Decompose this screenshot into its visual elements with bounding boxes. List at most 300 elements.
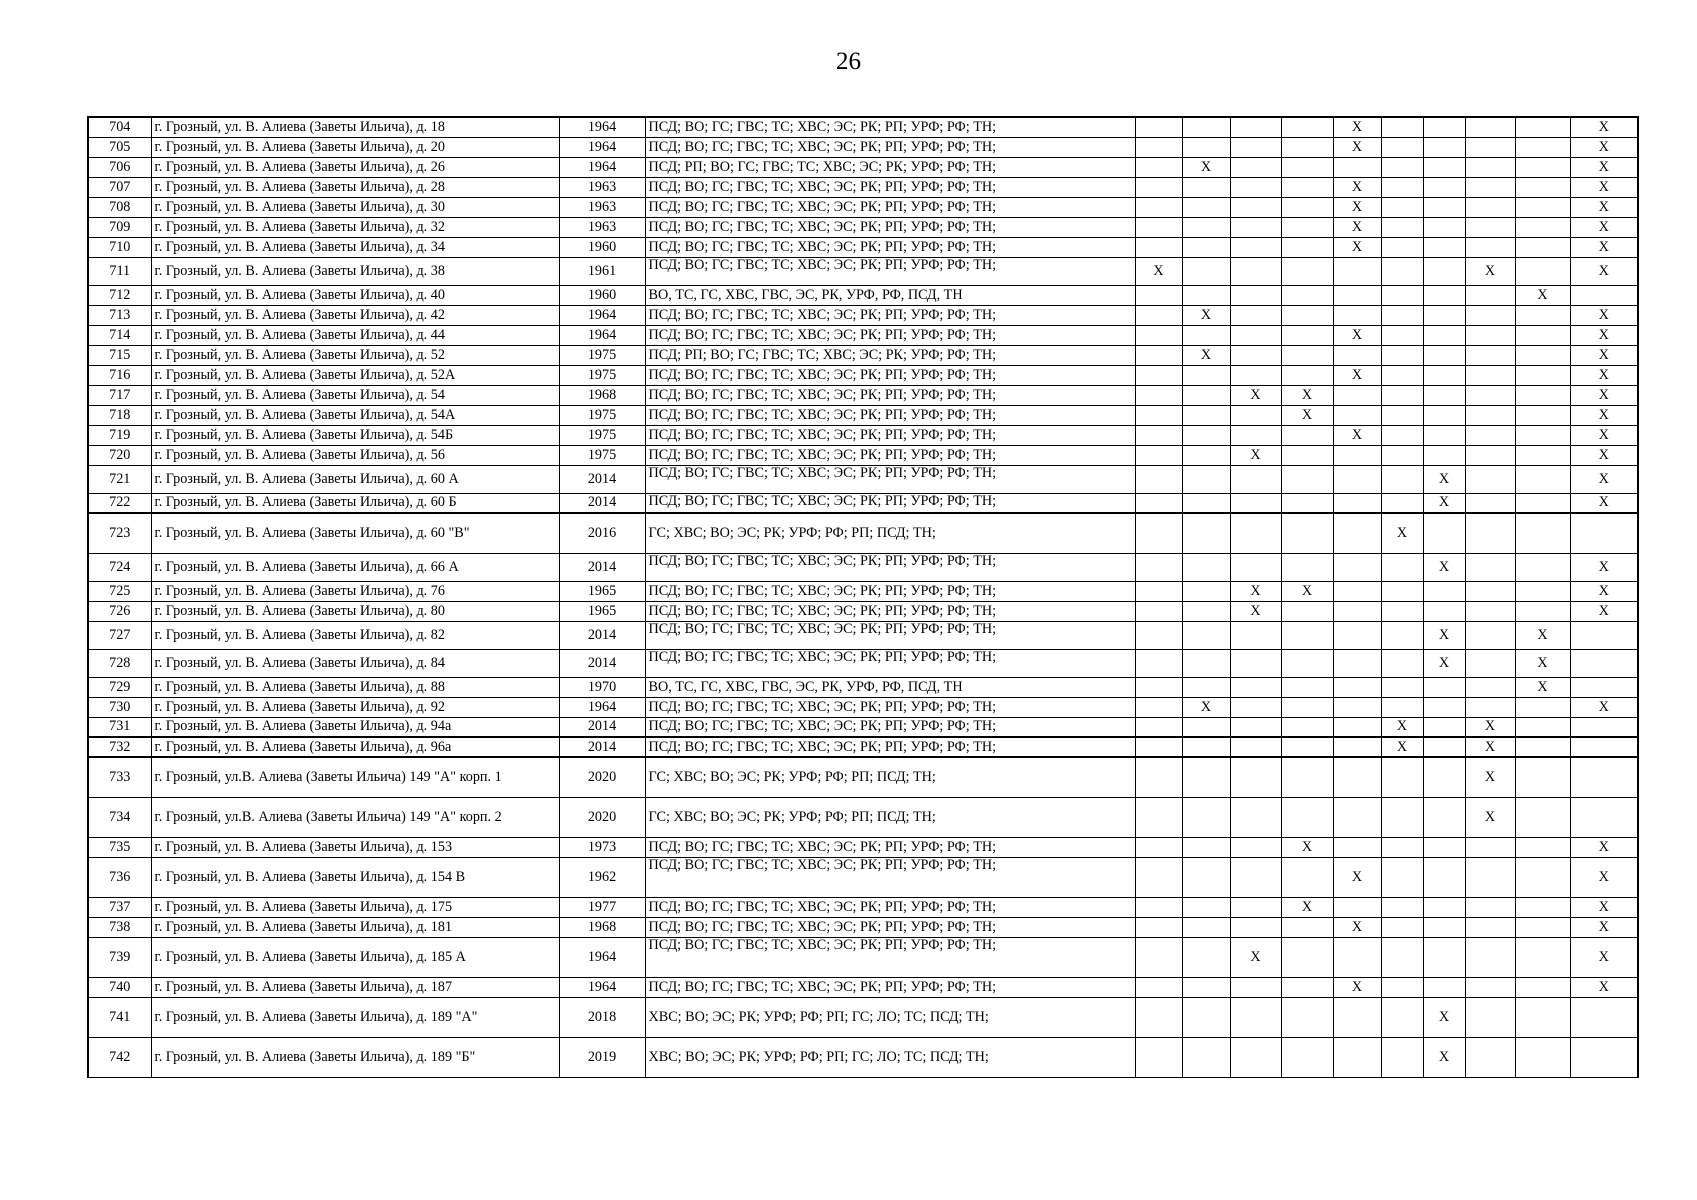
services-cell: ПСД; ВО; ГС; ГВС; ТС; ХВС; ЭС; РК; РП; УРФ; РФ; ТН; <box>645 237 1135 257</box>
mark-cell-7 <box>1423 601 1465 621</box>
mark-cell-10: X <box>1570 237 1638 257</box>
mark-cell-9 <box>1515 305 1570 325</box>
mark-cell-6 <box>1381 621 1423 649</box>
mark-cell-1 <box>1135 757 1182 797</box>
services-cell: ХВС; ВО; ЭС; РК; УРФ; РФ; РП; ГС; ЛО; ТС; ПСД; ТН; <box>645 1037 1135 1077</box>
mark-cell-3 <box>1230 621 1281 649</box>
mark-cell-4 <box>1281 197 1333 217</box>
row-number-cell: 741 <box>88 997 151 1037</box>
mark-cell-4 <box>1281 1037 1333 1077</box>
table-row <box>88 345 1638 365</box>
mark-cell-4 <box>1281 177 1333 197</box>
address-cell: г. Грозный, ул. В. Алиева (Заветы Ильича), д. 187 <box>151 977 559 997</box>
mark-cell-8 <box>1465 997 1515 1037</box>
mark-cell-1 <box>1135 917 1182 937</box>
mark-cell-1 <box>1135 425 1182 445</box>
address-cell: г. Грозный, ул.В. Алиева (Заветы Ильича) 149 "А" корп. 2 <box>151 797 559 837</box>
row-number-cell: 742 <box>88 1037 151 1077</box>
mark-cell-3 <box>1230 697 1281 717</box>
mark-cell-1 <box>1135 325 1182 345</box>
services-cell: ПСД; ВО; ГС; ГВС; ТС; ХВС; ЭС; РК; РП; УРФ; РФ; ТН; <box>645 257 1135 285</box>
services-cell: ПСД; ВО; ГС; ГВС; ТС; ХВС; ЭС; РК; РП; УРФ; РФ; ТН; <box>645 601 1135 621</box>
year-cell: 1962 <box>559 857 645 897</box>
mark-cell-8: X <box>1465 737 1515 757</box>
mark-cell-6 <box>1381 581 1423 601</box>
mark-cell-2 <box>1182 177 1230 197</box>
mark-cell-8 <box>1465 217 1515 237</box>
mark-cell-2 <box>1182 445 1230 465</box>
mark-cell-2 <box>1182 797 1230 837</box>
mark-cell-8 <box>1465 157 1515 177</box>
services-cell: ПСД; ВО; ГС; ГВС; ТС; ХВС; ЭС; РК; РП; УРФ; РФ; ТН; <box>645 553 1135 581</box>
mark-cell-8 <box>1465 325 1515 345</box>
mark-cell-9 <box>1515 937 1570 977</box>
mark-cell-4: X <box>1281 837 1333 857</box>
mark-cell-5: X <box>1333 137 1381 157</box>
address-cell: г. Грозный, ул. В. Алиева (Заветы Ильича), д. 52 <box>151 345 559 365</box>
mark-cell-1 <box>1135 857 1182 897</box>
services-cell: ГС; ХВС; ВО; ЭС; РК; УРФ; РФ; РП; ПСД; ТН; <box>645 797 1135 837</box>
table-row <box>88 917 1638 937</box>
mark-cell-8 <box>1465 977 1515 997</box>
mark-cell-3: X <box>1230 937 1281 977</box>
mark-cell-3 <box>1230 117 1281 137</box>
mark-cell-1 <box>1135 897 1182 917</box>
mark-cell-3 <box>1230 305 1281 325</box>
mark-cell-9 <box>1515 601 1570 621</box>
address-cell: г. Грозный, ул. В. Алиева (Заветы Ильича), д. 54А <box>151 405 559 425</box>
address-cell: г. Грозный, ул. В. Алиева (Заветы Ильича), д. 60 А <box>151 465 559 493</box>
table-row <box>88 177 1638 197</box>
mark-cell-5: X <box>1333 237 1381 257</box>
table-row <box>88 285 1638 305</box>
services-cell: ПСД; ВО; ГС; ГВС; ТС; ХВС; ЭС; РК; РП; УРФ; РФ; ТН; <box>645 305 1135 325</box>
mark-cell-3 <box>1230 137 1281 157</box>
table-row <box>88 257 1638 285</box>
mark-cell-4 <box>1281 797 1333 837</box>
mark-cell-8 <box>1465 177 1515 197</box>
mark-cell-10: X <box>1570 137 1638 157</box>
mark-cell-8 <box>1465 305 1515 325</box>
mark-cell-5: X <box>1333 917 1381 937</box>
mark-cell-3 <box>1230 917 1281 937</box>
services-cell: ПСД; ВО; ГС; ГВС; ТС; ХВС; ЭС; РК; РП; УРФ; РФ; ТН; <box>645 977 1135 997</box>
table-row <box>88 445 1638 465</box>
year-cell: 1964 <box>559 157 645 177</box>
mark-cell-6 <box>1381 697 1423 717</box>
mark-cell-10: X <box>1570 445 1638 465</box>
mark-cell-3: X <box>1230 581 1281 601</box>
mark-cell-4 <box>1281 649 1333 677</box>
table-row <box>88 197 1638 217</box>
mark-cell-3: X <box>1230 385 1281 405</box>
mark-cell-8 <box>1465 385 1515 405</box>
mark-cell-1 <box>1135 117 1182 137</box>
year-cell: 2019 <box>559 1037 645 1077</box>
mark-cell-8 <box>1465 621 1515 649</box>
mark-cell-3 <box>1230 649 1281 677</box>
address-cell: г. Грозный, ул. В. Алиева (Заветы Ильича), д. 80 <box>151 601 559 621</box>
address-cell: г. Грозный, ул.В. Алиева (Заветы Ильича) 149 "А" корп. 1 <box>151 757 559 797</box>
mark-cell-2 <box>1182 837 1230 857</box>
address-cell: г. Грозный, ул. В. Алиева (Заветы Ильича), д. 42 <box>151 305 559 325</box>
mark-cell-9 <box>1515 465 1570 493</box>
row-number-cell: 734 <box>88 797 151 837</box>
row-number-cell: 709 <box>88 217 151 237</box>
address-cell: г. Грозный, ул. В. Алиева (Заветы Ильича), д. 185 А <box>151 937 559 977</box>
mark-cell-2 <box>1182 385 1230 405</box>
row-number-cell: 719 <box>88 425 151 445</box>
mark-cell-8 <box>1465 117 1515 137</box>
mark-cell-5 <box>1333 513 1381 553</box>
address-cell: г. Грозный, ул. В. Алиева (Заветы Ильича), д. 44 <box>151 325 559 345</box>
mark-cell-3 <box>1230 977 1281 997</box>
address-cell: г. Грозный, ул. В. Алиева (Заветы Ильича), д. 181 <box>151 917 559 937</box>
row-number-cell: 730 <box>88 697 151 717</box>
year-cell: 2014 <box>559 717 645 737</box>
mark-cell-5 <box>1333 621 1381 649</box>
address-cell: г. Грозный, ул. В. Алиева (Заветы Ильича), д. 76 <box>151 581 559 601</box>
mark-cell-6 <box>1381 405 1423 425</box>
mark-cell-6 <box>1381 157 1423 177</box>
mark-cell-7 <box>1423 581 1465 601</box>
address-cell: г. Грозный, ул. В. Алиева (Заветы Ильича), д. 52А <box>151 365 559 385</box>
mark-cell-1 <box>1135 465 1182 493</box>
mark-cell-3 <box>1230 513 1281 553</box>
mark-cell-2 <box>1182 897 1230 917</box>
mark-cell-7: X <box>1423 649 1465 677</box>
address-cell: г. Грозный, ул. В. Алиева (Заветы Ильича), д. 189 "Б" <box>151 1037 559 1077</box>
mark-cell-8 <box>1465 465 1515 493</box>
services-cell: ВО, ТС, ГС, ХВС, ГВС, ЭС, РК, УРФ, РФ, ПСД, ТН <box>645 677 1135 697</box>
mark-cell-10: X <box>1570 857 1638 897</box>
mark-cell-4 <box>1281 857 1333 897</box>
row-number-cell: 727 <box>88 621 151 649</box>
mark-cell-5 <box>1333 445 1381 465</box>
mark-cell-1 <box>1135 177 1182 197</box>
mark-cell-8 <box>1465 493 1515 513</box>
year-cell: 1977 <box>559 897 645 917</box>
mark-cell-10 <box>1570 285 1638 305</box>
table-row <box>88 553 1638 581</box>
mark-cell-10: X <box>1570 917 1638 937</box>
mark-cell-9 <box>1515 493 1570 513</box>
mark-cell-4: X <box>1281 581 1333 601</box>
mark-cell-5 <box>1333 601 1381 621</box>
mark-cell-1 <box>1135 345 1182 365</box>
mark-cell-8 <box>1465 1037 1515 1077</box>
mark-cell-2 <box>1182 757 1230 797</box>
year-cell: 1975 <box>559 365 645 385</box>
mark-cell-5 <box>1333 305 1381 325</box>
mark-cell-7 <box>1423 757 1465 797</box>
mark-cell-6 <box>1381 553 1423 581</box>
mark-cell-2 <box>1182 325 1230 345</box>
year-cell: 1964 <box>559 305 645 325</box>
mark-cell-9 <box>1515 405 1570 425</box>
mark-cell-3: X <box>1230 601 1281 621</box>
mark-cell-1 <box>1135 513 1182 553</box>
mark-cell-10: X <box>1570 465 1638 493</box>
mark-cell-3 <box>1230 837 1281 857</box>
services-cell: ПСД; ВО; ГС; ГВС; ТС; ХВС; ЭС; РК; РП; УРФ; РФ; ТН; <box>645 837 1135 857</box>
mark-cell-9: X <box>1515 621 1570 649</box>
mark-cell-9 <box>1515 581 1570 601</box>
table-row <box>88 305 1638 325</box>
mark-cell-6 <box>1381 237 1423 257</box>
mark-cell-4: X <box>1281 897 1333 917</box>
mark-cell-10 <box>1570 737 1638 757</box>
mark-cell-7 <box>1423 257 1465 285</box>
address-cell: г. Грозный, ул. В. Алиева (Заветы Ильича), д. 88 <box>151 677 559 697</box>
mark-cell-10 <box>1570 513 1638 553</box>
year-cell: 1964 <box>559 697 645 717</box>
mark-cell-7: X <box>1423 621 1465 649</box>
services-cell: ПСД; ВО; ГС; ГВС; ТС; ХВС; ЭС; РК; РП; УРФ; РФ; ТН; <box>645 857 1135 897</box>
mark-cell-7 <box>1423 305 1465 325</box>
mark-cell-7 <box>1423 425 1465 445</box>
mark-cell-5 <box>1333 285 1381 305</box>
mark-cell-3 <box>1230 493 1281 513</box>
mark-cell-1 <box>1135 405 1182 425</box>
mark-cell-5 <box>1333 405 1381 425</box>
mark-cell-3 <box>1230 365 1281 385</box>
mark-cell-8 <box>1465 425 1515 445</box>
year-cell: 1968 <box>559 385 645 405</box>
row-number-cell: 724 <box>88 553 151 581</box>
mark-cell-5: X <box>1333 217 1381 237</box>
mark-cell-5 <box>1333 837 1381 857</box>
mark-cell-1 <box>1135 677 1182 697</box>
mark-cell-2 <box>1182 365 1230 385</box>
table-row <box>88 797 1638 837</box>
mark-cell-8 <box>1465 237 1515 257</box>
year-cell: 1963 <box>559 217 645 237</box>
mark-cell-7 <box>1423 137 1465 157</box>
mark-cell-9 <box>1515 997 1570 1037</box>
year-cell: 1975 <box>559 405 645 425</box>
mark-cell-7 <box>1423 365 1465 385</box>
mark-cell-2 <box>1182 1037 1230 1077</box>
mark-cell-9 <box>1515 757 1570 797</box>
year-cell: 1964 <box>559 977 645 997</box>
address-cell: г. Грозный, ул. В. Алиева (Заветы Ильича), д. 84 <box>151 649 559 677</box>
mark-cell-4 <box>1281 325 1333 345</box>
mark-cell-9 <box>1515 857 1570 897</box>
address-cell: г. Грозный, ул. В. Алиева (Заветы Ильича), д. 38 <box>151 257 559 285</box>
mark-cell-4 <box>1281 257 1333 285</box>
mark-cell-3 <box>1230 1037 1281 1077</box>
services-cell: ПСД; ВО; ГС; ГВС; ТС; ХВС; ЭС; РК; РП; УРФ; РФ; ТН; <box>645 405 1135 425</box>
mark-cell-7 <box>1423 677 1465 697</box>
year-cell: 1968 <box>559 917 645 937</box>
year-cell: 1960 <box>559 237 645 257</box>
mark-cell-1 <box>1135 553 1182 581</box>
mark-cell-4 <box>1281 445 1333 465</box>
mark-cell-1 <box>1135 1037 1182 1077</box>
address-cell: г. Грозный, ул. В. Алиева (Заветы Ильича), д. 94а <box>151 717 559 737</box>
mark-cell-5 <box>1333 257 1381 285</box>
mark-cell-4 <box>1281 601 1333 621</box>
address-cell: г. Грозный, ул. В. Алиева (Заветы Ильича), д. 18 <box>151 117 559 137</box>
mark-cell-6 <box>1381 385 1423 405</box>
mark-cell-1 <box>1135 649 1182 677</box>
year-cell: 2018 <box>559 997 645 1037</box>
mark-cell-4 <box>1281 305 1333 325</box>
row-number-cell: 705 <box>88 137 151 157</box>
mark-cell-2 <box>1182 257 1230 285</box>
row-number-cell: 713 <box>88 305 151 325</box>
row-number-cell: 737 <box>88 897 151 917</box>
mark-cell-4 <box>1281 137 1333 157</box>
mark-cell-6 <box>1381 345 1423 365</box>
mark-cell-2 <box>1182 937 1230 977</box>
mark-cell-7 <box>1423 285 1465 305</box>
row-number-cell: 733 <box>88 757 151 797</box>
services-cell: ПСД; ВО; ГС; ГВС; ТС; ХВС; ЭС; РК; РП; УРФ; РФ; ТН; <box>645 197 1135 217</box>
services-cell: ПСД; ВО; ГС; ГВС; ТС; ХВС; ЭС; РК; РП; УРФ; РФ; ТН; <box>645 937 1135 977</box>
mark-cell-3 <box>1230 717 1281 737</box>
table-row <box>88 757 1638 797</box>
mark-cell-10: X <box>1570 581 1638 601</box>
mark-cell-4 <box>1281 757 1333 797</box>
table-row <box>88 137 1638 157</box>
table-row <box>88 365 1638 385</box>
mark-cell-9: X <box>1515 677 1570 697</box>
mark-cell-4 <box>1281 493 1333 513</box>
mark-cell-6: X <box>1381 513 1423 553</box>
mark-cell-6 <box>1381 285 1423 305</box>
mark-cell-5 <box>1333 345 1381 365</box>
mark-cell-8: X <box>1465 717 1515 737</box>
table-row <box>88 837 1638 857</box>
mark-cell-10 <box>1570 621 1638 649</box>
mark-cell-2 <box>1182 285 1230 305</box>
year-cell: 2020 <box>559 797 645 837</box>
mark-cell-5 <box>1333 717 1381 737</box>
table-row <box>88 513 1638 553</box>
mark-cell-6 <box>1381 365 1423 385</box>
mark-cell-3 <box>1230 197 1281 217</box>
mark-cell-6 <box>1381 445 1423 465</box>
mark-cell-6 <box>1381 997 1423 1037</box>
services-cell: ХВС; ВО; ЭС; РК; УРФ; РФ; РП; ГС; ЛО; ТС; ПСД; ТН; <box>645 997 1135 1037</box>
mark-cell-8: X <box>1465 797 1515 837</box>
mark-cell-10: X <box>1570 117 1638 137</box>
mark-cell-8 <box>1465 581 1515 601</box>
services-cell: ПСД; ВО; ГС; ГВС; ТС; ХВС; ЭС; РК; РП; УРФ; РФ; ТН; <box>645 621 1135 649</box>
year-cell: 2014 <box>559 493 645 513</box>
mark-cell-1 <box>1135 305 1182 325</box>
mark-cell-1 <box>1135 493 1182 513</box>
mark-cell-9 <box>1515 513 1570 553</box>
address-cell: г. Грозный, ул. В. Алиева (Заветы Ильича), д. 82 <box>151 621 559 649</box>
mark-cell-2 <box>1182 737 1230 757</box>
mark-cell-5: X <box>1333 425 1381 445</box>
address-cell: г. Грозный, ул. В. Алиева (Заветы Ильича), д. 92 <box>151 697 559 717</box>
mark-cell-7 <box>1423 837 1465 857</box>
year-cell: 1964 <box>559 117 645 137</box>
mark-cell-7 <box>1423 917 1465 937</box>
mark-cell-9 <box>1515 157 1570 177</box>
mark-cell-5 <box>1333 493 1381 513</box>
mark-cell-5: X <box>1333 177 1381 197</box>
row-number-cell: 714 <box>88 325 151 345</box>
mark-cell-2 <box>1182 601 1230 621</box>
mark-cell-10 <box>1570 1037 1638 1077</box>
address-cell: г. Грозный, ул. В. Алиева (Заветы Ильича), д. 56 <box>151 445 559 465</box>
table-row <box>88 717 1638 737</box>
table-row <box>88 621 1638 649</box>
mark-cell-5 <box>1333 649 1381 677</box>
mark-cell-2 <box>1182 857 1230 897</box>
mark-cell-1 <box>1135 217 1182 237</box>
mark-cell-8 <box>1465 345 1515 365</box>
mark-cell-4 <box>1281 737 1333 757</box>
mark-cell-6 <box>1381 117 1423 137</box>
mark-cell-5: X <box>1333 197 1381 217</box>
mark-cell-1 <box>1135 797 1182 837</box>
mark-cell-7 <box>1423 217 1465 237</box>
address-cell: г. Грозный, ул. В. Алиева (Заветы Ильича), д. 54 <box>151 385 559 405</box>
mark-cell-8 <box>1465 197 1515 217</box>
mark-cell-10 <box>1570 649 1638 677</box>
row-number-cell: 710 <box>88 237 151 257</box>
mark-cell-7 <box>1423 117 1465 137</box>
mark-cell-10: X <box>1570 197 1638 217</box>
mark-cell-7: X <box>1423 997 1465 1037</box>
table-row <box>88 977 1638 997</box>
mark-cell-6 <box>1381 197 1423 217</box>
address-cell: г. Грозный, ул. В. Алиева (Заветы Ильича), д. 28 <box>151 177 559 197</box>
mark-cell-3 <box>1230 465 1281 493</box>
table-row <box>88 997 1638 1037</box>
mark-cell-4 <box>1281 717 1333 737</box>
table-row <box>88 857 1638 897</box>
mark-cell-1 <box>1135 285 1182 305</box>
mark-cell-1 <box>1135 717 1182 737</box>
row-number-cell: 720 <box>88 445 151 465</box>
address-cell: г. Грозный, ул. В. Алиева (Заветы Ильича), д. 96а <box>151 737 559 757</box>
mark-cell-5 <box>1333 737 1381 757</box>
mark-cell-6 <box>1381 137 1423 157</box>
row-number-cell: 716 <box>88 365 151 385</box>
services-cell: ПСД; ВО; ГС; ГВС; ТС; ХВС; ЭС; РК; РП; УРФ; РФ; ТН; <box>645 217 1135 237</box>
mark-cell-6 <box>1381 917 1423 937</box>
year-cell: 2014 <box>559 649 645 677</box>
services-cell: ГС; ХВС; ВО; ЭС; РК; УРФ; РФ; РП; ПСД; ТН; <box>645 513 1135 553</box>
mark-cell-2 <box>1182 117 1230 137</box>
housing-register-table <box>87 116 1639 1078</box>
table-row <box>88 217 1638 237</box>
mark-cell-8 <box>1465 897 1515 917</box>
mark-cell-2 <box>1182 237 1230 257</box>
address-cell: г. Грозный, ул. В. Алиева (Заветы Ильича), д. 34 <box>151 237 559 257</box>
mark-cell-1 <box>1135 997 1182 1037</box>
mark-cell-3: X <box>1230 445 1281 465</box>
table-row <box>88 697 1638 717</box>
mark-cell-9 <box>1515 137 1570 157</box>
address-cell: г. Грозный, ул. В. Алиева (Заветы Ильича), д. 154 В <box>151 857 559 897</box>
address-cell: г. Грозный, ул. В. Алиева (Заветы Ильича), д. 20 <box>151 137 559 157</box>
mark-cell-9 <box>1515 237 1570 257</box>
mark-cell-6 <box>1381 937 1423 977</box>
row-number-cell: 732 <box>88 737 151 757</box>
row-number-cell: 718 <box>88 405 151 425</box>
mark-cell-1 <box>1135 157 1182 177</box>
mark-cell-8 <box>1465 553 1515 581</box>
year-cell: 2014 <box>559 465 645 493</box>
